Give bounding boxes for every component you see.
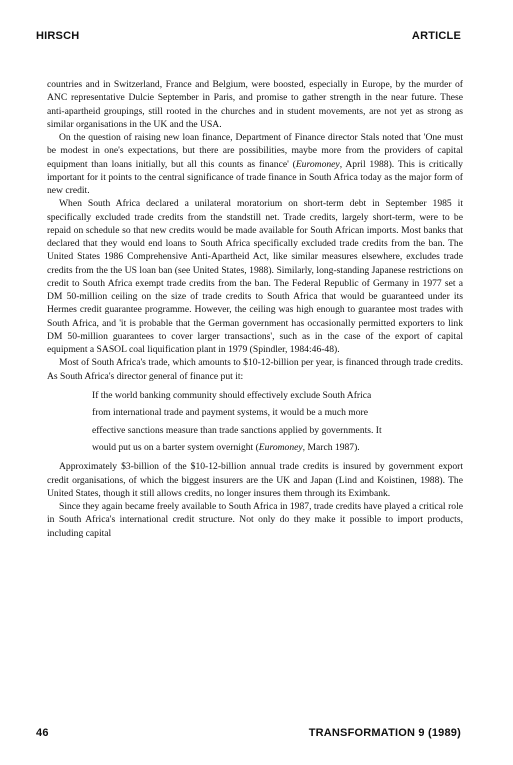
paragraph: When South Africa declared a unilateral moratorium on short-term debt in September 1985 it specifically excluded trade credits from the standstill net. Trade credits, largely short-term, were to be repaid on schedule so that new credits would be made available for South African imports. Most banks that declared that they would end loans to South Africa specifically excluded trade credits from the ban. The United States 1986 Comprehensive Anti-Apartheid Act, like similar measures elsewhere, excludes trade credits from the the US loan ban (see United States, 1988). Similarly, long-standing Japanese restrictions on credit to South Africa exempt trade credits from the ban. The Federal Republic of Germany in 1977 set a DM 50-million ceiling on the size of trade credits to South Africa that would be guaranteed under its Hermes credit guarantee programme. However, the ceiling was high enough to guarantee most trades with South Africa, and 'it is probable that the German government has occasionally permitted exporters to link DM 50-million guarantees to cover larger transactions', such as in the case of the export of capital equipment a SASOL coal liquification plant in 1979 (Spindler, 1984:46-48).	[47, 198, 463, 355]
header-author: HIRSCH	[36, 30, 80, 42]
header-section: ARTICLE	[411, 30, 461, 42]
running-header	[36, 30, 461, 42]
block-quote: If the world banking community should effectively exclude South Africa from international trade and payment systems, it would be a much more effective sanctions measure than trade sanctions applied by governments. It would put us on a barter system overnight (Euromoney, March 1987).	[92, 389, 382, 453]
paragraph: On the question of raising new loan finance, Department of Finance director Stals noted that 'One must be modest in one's expectations, but there are possibilities, maybe more from the providers of capital equipment than loans initially, but all this counts as finance' (Euromoney, April 1988). This is critically important for it points to the central significance of trade finance in South Africa today as the major form of new credit.	[47, 132, 463, 196]
paragraph: Most of South Africa's trade, which amounts to $10-12-billion per year, is financed through trade credits. As South Africa's director general of finance put it:	[47, 357, 463, 382]
journal-citation: TRANSFORMATION 9 (1989)	[308, 727, 461, 739]
running-footer	[36, 727, 461, 739]
paragraph: Approximately $3-billion of the $10-12-billion annual trade credits is insured by government export credit organisations, of which the biggest insurers are the UK and Japan (Lind and Koistinen, 1988). The United States, though it still allows credits, no longer insures them through its Eximbank.	[47, 461, 463, 499]
article-body	[47, 78, 463, 540]
page-number: 46	[36, 727, 49, 739]
paragraph: countries and in Switzerland, France and Belgium, were boosted, especially in Europe, by the murder of ANC representative Dulcie September in Paris, and promise to gather strength in the near future. These anti-apartheid groupings, still rooted in the churches and in student movements, are not yet as strong as similar organisations in the UK and the USA.	[47, 79, 463, 130]
paragraph: Since they again became freely available to South Africa in 1987, trade credits have played a critical role in South Africa's international credit structure. Not only do they make it possible to import products, including capital	[47, 501, 463, 539]
